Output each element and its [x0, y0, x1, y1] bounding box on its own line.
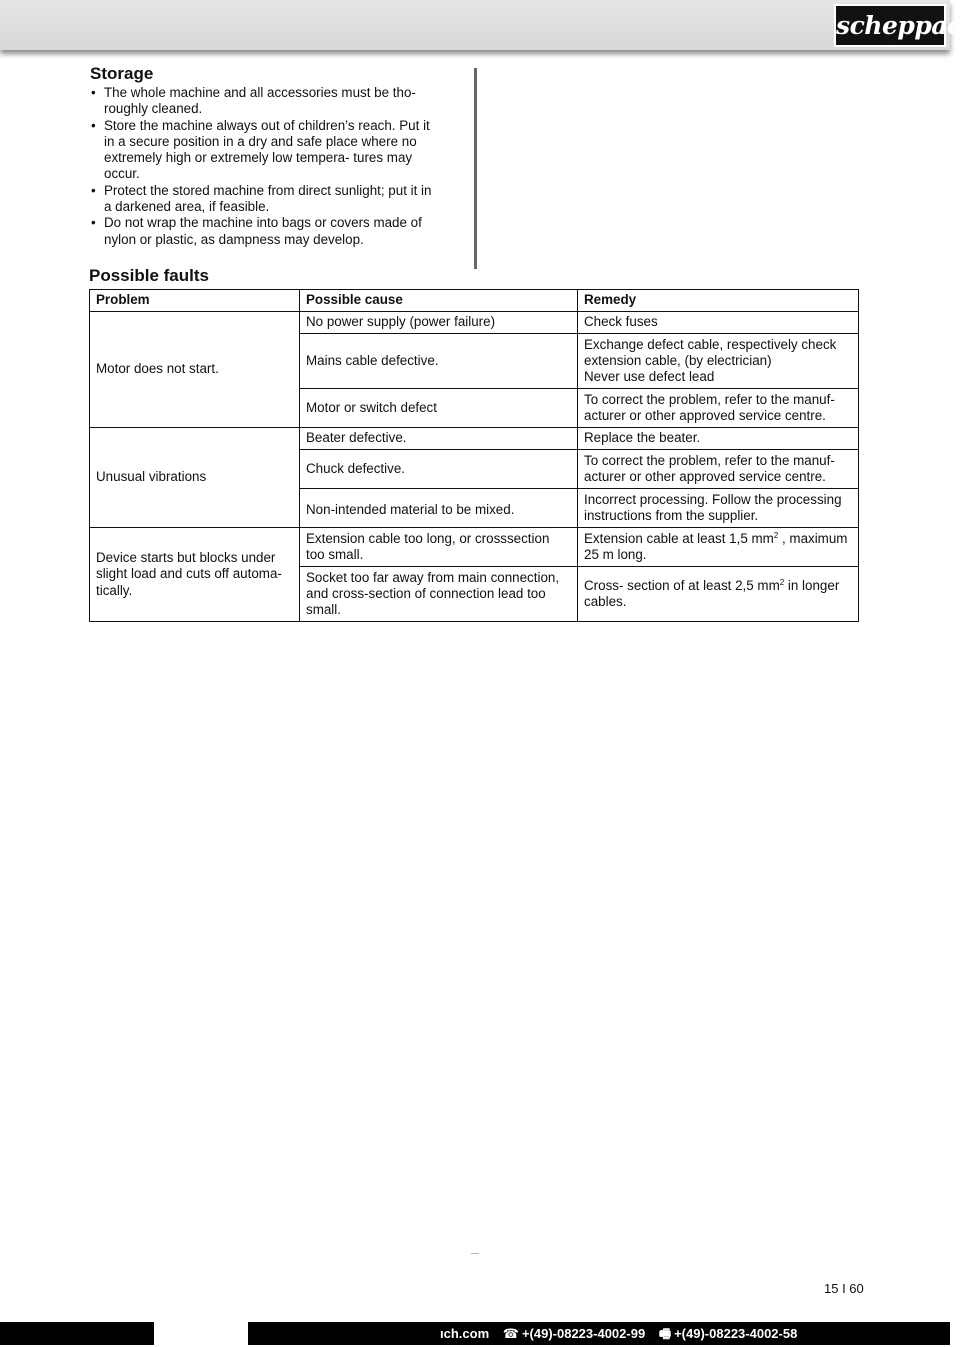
remedy-cell: Cross- section of at least 2,5 $mm^2$ in longer cables. — [578, 567, 859, 622]
cause-cell: Chuck defective. — [300, 450, 578, 489]
cause-cell: Extension cable too long, or crosssection too small. — [300, 528, 578, 567]
list-item: • The whole machine and all accessories must be tho- roughly cleaned. — [91, 85, 416, 117]
header-problem: Problem — [90, 290, 300, 312]
list-item: • Protect the stored machine from direct sunlight; put it in a darkened area, if feasible. — [91, 182, 432, 215]
table-row — [90, 428, 859, 450]
header-bar — [0, 0, 979, 50]
bullet-icon: • — [91, 182, 96, 198]
bullet-icon: • — [91, 215, 96, 231]
storage-title: Storage — [90, 64, 154, 83]
problem-cell: Motor does not start. — [90, 312, 300, 428]
remedy-cell: Check fuses — [578, 312, 859, 334]
header-cause: Possible cause — [300, 290, 578, 312]
footer-gap — [154, 1322, 248, 1345]
storage-section — [90, 63, 440, 248]
footer-fax: +(49)-08223-4002-58 — [674, 1326, 798, 1341]
remedy-cell: Replace the beater. — [578, 428, 859, 450]
table-row — [90, 528, 859, 567]
remedy-cell: To correct the problem, refer to the manuf- acturer or other approved service centre. — [578, 389, 859, 428]
list-item: • Do not wrap the machine into bags or covers made of nylon or plastic, as dampness may develop. — [91, 215, 422, 247]
remedy-cell: To correct the problem, refer to the manuf- acturer or other approved service centre. — [578, 450, 859, 489]
footer-bar — [0, 1322, 950, 1345]
faults-table — [89, 289, 859, 622]
footer-phone: +(49)-08223-4002-99 — [521, 1326, 646, 1341]
problem-cell: Unusual vibrations — [90, 428, 300, 528]
remedy-cell: Exchange defect cable, respectively check extension cable, (by electrician) Never use defect lead — [578, 334, 859, 389]
divider — [471, 1253, 479, 1254]
cause-cell: Socket too far away from main connection, and cross-section of connection lead too small. — [300, 567, 578, 622]
storage-list — [90, 85, 440, 248]
phone-icon: ☎ — [502, 1326, 519, 1341]
fax-icon: 🖷 — [658, 1326, 672, 1341]
remedy-cell: Incorrect processing. Follow the processing instructions from the supplier. — [578, 489, 859, 528]
column-divider — [474, 68, 477, 269]
footer-website[interactable]: ıch.com — [440, 1326, 490, 1341]
cause-cell: Beater defective. — [300, 428, 578, 450]
cause-cell: Non-intended material to be mixed. — [300, 489, 578, 528]
bullet-icon: • — [91, 117, 96, 133]
page-number: 15 I 60 — [824, 1281, 864, 1296]
footer-contact — [440, 1325, 807, 1347]
brand-logo: scheppach — [834, 4, 946, 47]
remedy-cell: Extension cable at least 1,5 $mm^2$ , maximum 25 m long. — [578, 528, 859, 567]
table-header-row — [90, 290, 859, 312]
header-remedy: Remedy — [578, 290, 859, 312]
list-item: • Store the machine always out of children’s reach. Put it in a secure position in a dry and safe place where no extremely high or extremely low tempera- tures may occur. — [91, 117, 430, 182]
bullet-icon: • — [91, 85, 96, 100]
cause-cell: No power supply (power failure) — [300, 312, 578, 334]
cause-cell: Motor or switch defect — [300, 389, 578, 428]
table-row — [90, 312, 859, 334]
problem-cell: Device starts but blocks under slight load and cuts off automa- tically. — [90, 528, 300, 622]
faults-title: Possible faults — [89, 266, 209, 285]
cause-cell: Mains cable defective. — [300, 334, 578, 389]
